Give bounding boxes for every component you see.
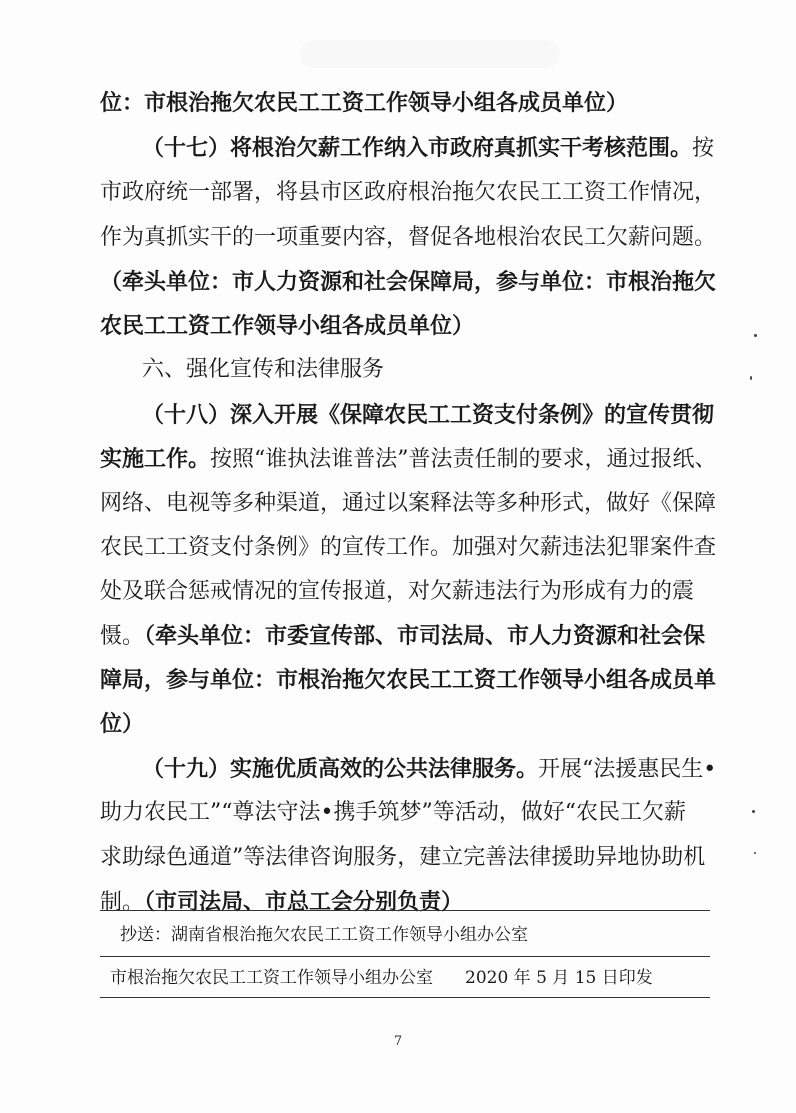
- issuer-line: [110, 965, 710, 991]
- body-line-2: [142, 133, 715, 164]
- body-line-3: 市政府统一部署，将县市区政府根治拖欠农民工工资工作情况，: [100, 180, 717, 205]
- scan-speck: [754, 334, 757, 337]
- body-line-1: [100, 88, 710, 118]
- body-line-14: 障局，参与单位：市根治拖欠农民工工资工作领导小组各成员单: [100, 667, 717, 693]
- section-heading-19: （十九）实施优质高效的公共法律服务。: [142, 756, 539, 782]
- scan-speck: [752, 810, 755, 813]
- footer-rule-top: [100, 910, 710, 911]
- section-heading-17: （十七）将根治欠薪工作纳入市政府真抓实干考核范围。: [142, 135, 693, 161]
- body-line-10: 网络、电视等多种渠道，通过以案释法等多种形式，做好《保障: [100, 491, 717, 516]
- body-line-16: [142, 754, 717, 785]
- body-line-17: 助力农民工”“尊法守法•携手筑梦”等活动，做好“农民工欠薪: [100, 800, 686, 825]
- text-run-bold: 实施工作。: [100, 446, 211, 472]
- section-heading-18: （十八）深入开展《保障农民工工资支付条例》的宣传贯彻: [142, 402, 715, 428]
- footer-rule-bottom: [100, 997, 710, 998]
- footer-rule-middle: [100, 956, 710, 957]
- text-run-bold: （牵头单位：市委宣传部、市司法局、市人力资源和社会保: [144, 623, 706, 649]
- issue-date: 2020 年 5 月 15 日印发: [465, 968, 653, 988]
- body-line-13: [100, 621, 710, 652]
- scan-speck: [754, 852, 756, 854]
- text-run-bold: （市司法局、市总工会分别负责）: [144, 889, 464, 915]
- text-run: 按: [692, 136, 715, 161]
- body-line-19: [100, 887, 710, 918]
- text-run: 慑。: [100, 624, 145, 649]
- body-line-18: 求助绿色通道”等法律咨询服务，建立完善法律援助异地协助机: [100, 845, 706, 870]
- body-line-9: [100, 444, 717, 475]
- chapter-heading-6: 六、强化宣传和法律服务: [142, 357, 385, 382]
- text-run: 按照“谁执法谁普法”普法责任制的要求，通过报纸、: [210, 447, 717, 472]
- text-run: 开展“法援惠民生•: [538, 757, 717, 782]
- scan-speck: [750, 376, 752, 380]
- body-line-15: 位）: [100, 711, 145, 737]
- body-line-4: 作为真抓实干的一项重要内容，督促各地根治农民工欠薪问题。: [100, 225, 717, 250]
- issuer-name: 市根治拖欠农民工工资工作领导小组办公室: [110, 968, 433, 988]
- cc-line: 抄送：湖南省根治拖欠农民工工资工作领导小组办公室: [120, 925, 528, 945]
- text-run: 制。: [100, 890, 145, 915]
- page-number: 7: [393, 1034, 403, 1049]
- body-line-5: （牵头单位：市人力资源和社会保障局，参与单位：市根治拖欠: [100, 269, 717, 295]
- scan-smudge: [300, 40, 560, 68]
- body-line-12: 处及联合惩戒情况的宣传报道，对欠薪违法行为形成有力的震: [100, 579, 695, 604]
- body-line-11: 农民工工资支付条例》的宣传工作。加强对欠薪违法犯罪案件查: [100, 535, 717, 560]
- body-line-6: 农民工工资工作领导小组各成员单位）: [100, 313, 475, 339]
- text-run: 位：市根治拖欠农民工工资工作领导小组各成员单位）: [100, 90, 629, 116]
